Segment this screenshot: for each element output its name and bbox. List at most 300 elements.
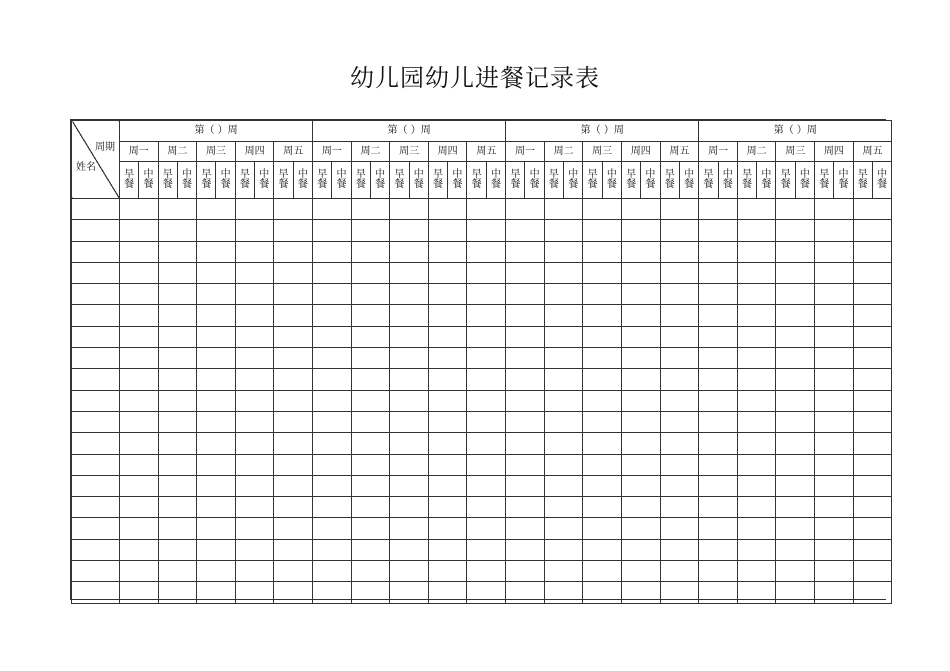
day-entry-cell[interactable] <box>158 262 197 283</box>
day-entry-cell[interactable] <box>506 497 545 518</box>
day-entry-cell[interactable] <box>274 433 313 454</box>
name-cell[interactable] <box>72 582 120 603</box>
day-entry-cell[interactable] <box>583 369 622 390</box>
day-entry-cell[interactable] <box>351 284 390 305</box>
day-entry-cell[interactable] <box>197 433 236 454</box>
day-entry-cell[interactable] <box>390 220 429 241</box>
day-entry-cell[interactable] <box>544 433 583 454</box>
day-entry-cell[interactable] <box>274 539 313 560</box>
day-entry-cell[interactable] <box>815 497 854 518</box>
day-entry-cell[interactable] <box>351 348 390 369</box>
day-entry-cell[interactable] <box>428 390 467 411</box>
day-entry-cell[interactable] <box>583 348 622 369</box>
day-entry-cell[interactable] <box>506 539 545 560</box>
day-entry-cell[interactable] <box>776 220 815 241</box>
day-entry-cell[interactable] <box>428 433 467 454</box>
day-entry-cell[interactable] <box>506 433 545 454</box>
day-entry-cell[interactable] <box>621 582 660 603</box>
day-entry-cell[interactable] <box>390 369 429 390</box>
day-entry-cell[interactable] <box>544 220 583 241</box>
day-entry-cell[interactable] <box>313 305 352 326</box>
day-entry-cell[interactable] <box>621 518 660 539</box>
day-entry-cell[interactable] <box>815 561 854 582</box>
day-entry-cell[interactable] <box>197 369 236 390</box>
day-entry-cell[interactable] <box>467 326 506 347</box>
day-entry-cell[interactable] <box>120 518 159 539</box>
day-entry-cell[interactable] <box>428 241 467 262</box>
day-entry-cell[interactable] <box>699 561 738 582</box>
day-entry-cell[interactable] <box>120 475 159 496</box>
day-entry-cell[interactable] <box>428 518 467 539</box>
day-entry-cell[interactable] <box>274 348 313 369</box>
day-entry-cell[interactable] <box>544 326 583 347</box>
day-entry-cell[interactable] <box>235 518 274 539</box>
day-entry-cell[interactable] <box>544 411 583 432</box>
day-entry-cell[interactable] <box>158 518 197 539</box>
day-entry-cell[interactable] <box>235 475 274 496</box>
day-entry-cell[interactable] <box>621 454 660 475</box>
day-entry-cell[interactable] <box>390 348 429 369</box>
day-entry-cell[interactable] <box>390 326 429 347</box>
day-entry-cell[interactable] <box>313 369 352 390</box>
day-entry-cell[interactable] <box>699 369 738 390</box>
day-entry-cell[interactable] <box>853 262 892 283</box>
day-entry-cell[interactable] <box>737 199 776 220</box>
day-entry-cell[interactable] <box>351 539 390 560</box>
day-entry-cell[interactable] <box>737 561 776 582</box>
day-entry-cell[interactable] <box>621 433 660 454</box>
day-entry-cell[interactable] <box>158 241 197 262</box>
day-entry-cell[interactable] <box>197 199 236 220</box>
name-cell[interactable] <box>72 199 120 220</box>
day-entry-cell[interactable] <box>235 369 274 390</box>
name-cell[interactable] <box>72 220 120 241</box>
day-entry-cell[interactable] <box>467 199 506 220</box>
day-entry-cell[interactable] <box>120 262 159 283</box>
day-entry-cell[interactable] <box>776 305 815 326</box>
day-entry-cell[interactable] <box>621 348 660 369</box>
name-cell[interactable] <box>72 518 120 539</box>
day-entry-cell[interactable] <box>583 241 622 262</box>
day-entry-cell[interactable] <box>544 241 583 262</box>
day-entry-cell[interactable] <box>351 475 390 496</box>
day-entry-cell[interactable] <box>197 475 236 496</box>
day-entry-cell[interactable] <box>699 241 738 262</box>
day-entry-cell[interactable] <box>699 348 738 369</box>
day-entry-cell[interactable] <box>815 369 854 390</box>
day-entry-cell[interactable] <box>583 582 622 603</box>
day-entry-cell[interactable] <box>158 497 197 518</box>
day-entry-cell[interactable] <box>815 539 854 560</box>
day-entry-cell[interactable] <box>853 390 892 411</box>
day-entry-cell[interactable] <box>776 518 815 539</box>
day-entry-cell[interactable] <box>506 518 545 539</box>
day-entry-cell[interactable] <box>660 561 699 582</box>
day-entry-cell[interactable] <box>544 475 583 496</box>
day-entry-cell[interactable] <box>583 199 622 220</box>
day-entry-cell[interactable] <box>274 497 313 518</box>
day-entry-cell[interactable] <box>428 539 467 560</box>
name-cell[interactable] <box>72 411 120 432</box>
day-entry-cell[interactable] <box>544 561 583 582</box>
day-entry-cell[interactable] <box>274 518 313 539</box>
day-entry-cell[interactable] <box>815 433 854 454</box>
day-entry-cell[interactable] <box>313 518 352 539</box>
day-entry-cell[interactable] <box>699 433 738 454</box>
day-entry-cell[interactable] <box>313 220 352 241</box>
day-entry-cell[interactable] <box>120 539 159 560</box>
day-entry-cell[interactable] <box>815 326 854 347</box>
day-entry-cell[interactable] <box>197 241 236 262</box>
day-entry-cell[interactable] <box>197 411 236 432</box>
day-entry-cell[interactable] <box>583 518 622 539</box>
day-entry-cell[interactable] <box>390 262 429 283</box>
day-entry-cell[interactable] <box>544 369 583 390</box>
day-entry-cell[interactable] <box>120 390 159 411</box>
day-entry-cell[interactable] <box>776 241 815 262</box>
day-entry-cell[interactable] <box>583 284 622 305</box>
day-entry-cell[interactable] <box>544 305 583 326</box>
day-entry-cell[interactable] <box>660 262 699 283</box>
day-entry-cell[interactable] <box>699 284 738 305</box>
day-entry-cell[interactable] <box>313 539 352 560</box>
day-entry-cell[interactable] <box>853 241 892 262</box>
day-entry-cell[interactable] <box>274 220 313 241</box>
day-entry-cell[interactable] <box>699 475 738 496</box>
day-entry-cell[interactable] <box>274 284 313 305</box>
day-entry-cell[interactable] <box>120 497 159 518</box>
day-entry-cell[interactable] <box>776 411 815 432</box>
day-entry-cell[interactable] <box>853 284 892 305</box>
day-entry-cell[interactable] <box>120 305 159 326</box>
day-entry-cell[interactable] <box>776 199 815 220</box>
day-entry-cell[interactable] <box>853 220 892 241</box>
day-entry-cell[interactable] <box>776 348 815 369</box>
day-entry-cell[interactable] <box>313 497 352 518</box>
day-entry-cell[interactable] <box>737 390 776 411</box>
day-entry-cell[interactable] <box>853 199 892 220</box>
day-entry-cell[interactable] <box>815 475 854 496</box>
day-entry-cell[interactable] <box>274 326 313 347</box>
day-entry-cell[interactable] <box>544 582 583 603</box>
day-entry-cell[interactable] <box>313 475 352 496</box>
day-entry-cell[interactable] <box>235 390 274 411</box>
day-entry-cell[interactable] <box>351 326 390 347</box>
day-entry-cell[interactable] <box>737 369 776 390</box>
day-entry-cell[interactable] <box>313 199 352 220</box>
day-entry-cell[interactable] <box>660 454 699 475</box>
day-entry-cell[interactable] <box>815 262 854 283</box>
day-entry-cell[interactable] <box>815 199 854 220</box>
day-entry-cell[interactable] <box>815 241 854 262</box>
day-entry-cell[interactable] <box>120 582 159 603</box>
day-entry-cell[interactable] <box>583 262 622 283</box>
day-entry-cell[interactable] <box>351 454 390 475</box>
day-entry-cell[interactable] <box>583 390 622 411</box>
day-entry-cell[interactable] <box>235 220 274 241</box>
day-entry-cell[interactable] <box>853 411 892 432</box>
day-entry-cell[interactable] <box>467 433 506 454</box>
day-entry-cell[interactable] <box>776 284 815 305</box>
day-entry-cell[interactable] <box>351 390 390 411</box>
day-entry-cell[interactable] <box>506 220 545 241</box>
day-entry-cell[interactable] <box>351 262 390 283</box>
day-entry-cell[interactable] <box>197 582 236 603</box>
day-entry-cell[interactable] <box>313 284 352 305</box>
day-entry-cell[interactable] <box>235 497 274 518</box>
day-entry-cell[interactable] <box>699 390 738 411</box>
day-entry-cell[interactable] <box>158 561 197 582</box>
day-entry-cell[interactable] <box>313 411 352 432</box>
day-entry-cell[interactable] <box>544 348 583 369</box>
day-entry-cell[interactable] <box>197 518 236 539</box>
day-entry-cell[interactable] <box>274 305 313 326</box>
day-entry-cell[interactable] <box>158 475 197 496</box>
day-entry-cell[interactable] <box>699 582 738 603</box>
day-entry-cell[interactable] <box>583 411 622 432</box>
day-entry-cell[interactable] <box>120 561 159 582</box>
day-entry-cell[interactable] <box>621 305 660 326</box>
day-entry-cell[interactable] <box>467 497 506 518</box>
day-entry-cell[interactable] <box>660 348 699 369</box>
day-entry-cell[interactable] <box>428 411 467 432</box>
day-entry-cell[interactable] <box>235 199 274 220</box>
day-entry-cell[interactable] <box>699 497 738 518</box>
day-entry-cell[interactable] <box>621 199 660 220</box>
day-entry-cell[interactable] <box>313 390 352 411</box>
day-entry-cell[interactable] <box>660 284 699 305</box>
day-entry-cell[interactable] <box>776 369 815 390</box>
day-entry-cell[interactable] <box>428 199 467 220</box>
day-entry-cell[interactable] <box>313 561 352 582</box>
day-entry-cell[interactable] <box>699 262 738 283</box>
day-entry-cell[interactable] <box>853 348 892 369</box>
day-entry-cell[interactable] <box>506 241 545 262</box>
day-entry-cell[interactable] <box>853 454 892 475</box>
day-entry-cell[interactable] <box>737 433 776 454</box>
day-entry-cell[interactable] <box>776 582 815 603</box>
day-entry-cell[interactable] <box>390 454 429 475</box>
day-entry-cell[interactable] <box>274 262 313 283</box>
day-entry-cell[interactable] <box>737 582 776 603</box>
day-entry-cell[interactable] <box>313 348 352 369</box>
day-entry-cell[interactable] <box>660 326 699 347</box>
day-entry-cell[interactable] <box>390 390 429 411</box>
day-entry-cell[interactable] <box>197 561 236 582</box>
day-entry-cell[interactable] <box>737 220 776 241</box>
day-entry-cell[interactable] <box>390 241 429 262</box>
day-entry-cell[interactable] <box>583 220 622 241</box>
day-entry-cell[interactable] <box>506 284 545 305</box>
day-entry-cell[interactable] <box>313 326 352 347</box>
day-entry-cell[interactable] <box>351 518 390 539</box>
day-entry-cell[interactable] <box>428 369 467 390</box>
day-entry-cell[interactable] <box>853 475 892 496</box>
name-cell[interactable] <box>72 305 120 326</box>
day-entry-cell[interactable] <box>235 326 274 347</box>
day-entry-cell[interactable] <box>235 582 274 603</box>
day-entry-cell[interactable] <box>351 497 390 518</box>
day-entry-cell[interactable] <box>815 390 854 411</box>
day-entry-cell[interactable] <box>467 561 506 582</box>
day-entry-cell[interactable] <box>235 561 274 582</box>
day-entry-cell[interactable] <box>158 390 197 411</box>
day-entry-cell[interactable] <box>467 262 506 283</box>
day-entry-cell[interactable] <box>660 369 699 390</box>
day-entry-cell[interactable] <box>776 262 815 283</box>
day-entry-cell[interactable] <box>583 433 622 454</box>
day-entry-cell[interactable] <box>390 518 429 539</box>
day-entry-cell[interactable] <box>390 539 429 560</box>
day-entry-cell[interactable] <box>235 433 274 454</box>
day-entry-cell[interactable] <box>274 454 313 475</box>
name-cell[interactable] <box>72 454 120 475</box>
name-cell[interactable] <box>72 348 120 369</box>
day-entry-cell[interactable] <box>660 305 699 326</box>
day-entry-cell[interactable] <box>158 199 197 220</box>
day-entry-cell[interactable] <box>853 561 892 582</box>
day-entry-cell[interactable] <box>815 411 854 432</box>
day-entry-cell[interactable] <box>197 390 236 411</box>
day-entry-cell[interactable] <box>506 262 545 283</box>
day-entry-cell[interactable] <box>660 199 699 220</box>
day-entry-cell[interactable] <box>274 390 313 411</box>
day-entry-cell[interactable] <box>544 199 583 220</box>
day-entry-cell[interactable] <box>351 411 390 432</box>
name-cell[interactable] <box>72 561 120 582</box>
day-entry-cell[interactable] <box>776 454 815 475</box>
day-entry-cell[interactable] <box>313 241 352 262</box>
day-entry-cell[interactable] <box>390 305 429 326</box>
day-entry-cell[interactable] <box>544 284 583 305</box>
day-entry-cell[interactable] <box>120 241 159 262</box>
day-entry-cell[interactable] <box>428 454 467 475</box>
day-entry-cell[interactable] <box>853 433 892 454</box>
day-entry-cell[interactable] <box>776 390 815 411</box>
day-entry-cell[interactable] <box>158 369 197 390</box>
day-entry-cell[interactable] <box>274 241 313 262</box>
day-entry-cell[interactable] <box>506 390 545 411</box>
day-entry-cell[interactable] <box>120 284 159 305</box>
day-entry-cell[interactable] <box>583 539 622 560</box>
day-entry-cell[interactable] <box>428 220 467 241</box>
day-entry-cell[interactable] <box>737 262 776 283</box>
day-entry-cell[interactable] <box>120 199 159 220</box>
day-entry-cell[interactable] <box>390 497 429 518</box>
day-entry-cell[interactable] <box>621 497 660 518</box>
day-entry-cell[interactable] <box>390 411 429 432</box>
day-entry-cell[interactable] <box>853 369 892 390</box>
day-entry-cell[interactable] <box>351 369 390 390</box>
day-entry-cell[interactable] <box>506 199 545 220</box>
day-entry-cell[interactable] <box>120 369 159 390</box>
day-entry-cell[interactable] <box>467 241 506 262</box>
day-entry-cell[interactable] <box>274 369 313 390</box>
day-entry-cell[interactable] <box>235 241 274 262</box>
day-entry-cell[interactable] <box>660 497 699 518</box>
day-entry-cell[interactable] <box>120 348 159 369</box>
day-entry-cell[interactable] <box>428 561 467 582</box>
day-entry-cell[interactable] <box>506 326 545 347</box>
day-entry-cell[interactable] <box>506 475 545 496</box>
day-entry-cell[interactable] <box>737 454 776 475</box>
day-entry-cell[interactable] <box>390 284 429 305</box>
day-entry-cell[interactable] <box>544 390 583 411</box>
day-entry-cell[interactable] <box>467 305 506 326</box>
day-entry-cell[interactable] <box>197 539 236 560</box>
name-cell[interactable] <box>72 369 120 390</box>
day-entry-cell[interactable] <box>737 348 776 369</box>
day-entry-cell[interactable] <box>853 518 892 539</box>
day-entry-cell[interactable] <box>467 454 506 475</box>
day-entry-cell[interactable] <box>660 475 699 496</box>
name-cell[interactable] <box>72 433 120 454</box>
day-entry-cell[interactable] <box>390 582 429 603</box>
day-entry-cell[interactable] <box>815 220 854 241</box>
day-entry-cell[interactable] <box>621 561 660 582</box>
day-entry-cell[interactable] <box>660 241 699 262</box>
day-entry-cell[interactable] <box>235 454 274 475</box>
day-entry-cell[interactable] <box>776 497 815 518</box>
day-entry-cell[interactable] <box>699 220 738 241</box>
day-entry-cell[interactable] <box>737 497 776 518</box>
day-entry-cell[interactable] <box>313 433 352 454</box>
day-entry-cell[interactable] <box>660 390 699 411</box>
day-entry-cell[interactable] <box>428 348 467 369</box>
day-entry-cell[interactable] <box>815 582 854 603</box>
day-entry-cell[interactable] <box>621 411 660 432</box>
day-entry-cell[interactable] <box>776 326 815 347</box>
day-entry-cell[interactable] <box>274 475 313 496</box>
day-entry-cell[interactable] <box>660 411 699 432</box>
day-entry-cell[interactable] <box>621 475 660 496</box>
day-entry-cell[interactable] <box>274 582 313 603</box>
day-entry-cell[interactable] <box>660 539 699 560</box>
day-entry-cell[interactable] <box>467 284 506 305</box>
day-entry-cell[interactable] <box>621 262 660 283</box>
day-entry-cell[interactable] <box>158 305 197 326</box>
day-entry-cell[interactable] <box>583 497 622 518</box>
day-entry-cell[interactable] <box>583 561 622 582</box>
day-entry-cell[interactable] <box>699 305 738 326</box>
day-entry-cell[interactable] <box>621 539 660 560</box>
day-entry-cell[interactable] <box>313 262 352 283</box>
day-entry-cell[interactable] <box>390 199 429 220</box>
day-entry-cell[interactable] <box>158 348 197 369</box>
day-entry-cell[interactable] <box>274 561 313 582</box>
day-entry-cell[interactable] <box>660 582 699 603</box>
day-entry-cell[interactable] <box>583 454 622 475</box>
day-entry-cell[interactable] <box>197 497 236 518</box>
day-entry-cell[interactable] <box>390 561 429 582</box>
day-entry-cell[interactable] <box>197 326 236 347</box>
day-entry-cell[interactable] <box>544 539 583 560</box>
day-entry-cell[interactable] <box>428 582 467 603</box>
day-entry-cell[interactable] <box>158 411 197 432</box>
day-entry-cell[interactable] <box>621 284 660 305</box>
day-entry-cell[interactable] <box>815 305 854 326</box>
day-entry-cell[interactable] <box>351 561 390 582</box>
day-entry-cell[interactable] <box>737 518 776 539</box>
day-entry-cell[interactable] <box>351 220 390 241</box>
day-entry-cell[interactable] <box>853 582 892 603</box>
day-entry-cell[interactable] <box>313 582 352 603</box>
day-entry-cell[interactable] <box>428 305 467 326</box>
day-entry-cell[interactable] <box>158 284 197 305</box>
day-entry-cell[interactable] <box>776 475 815 496</box>
name-cell[interactable] <box>72 497 120 518</box>
day-entry-cell[interactable] <box>428 262 467 283</box>
